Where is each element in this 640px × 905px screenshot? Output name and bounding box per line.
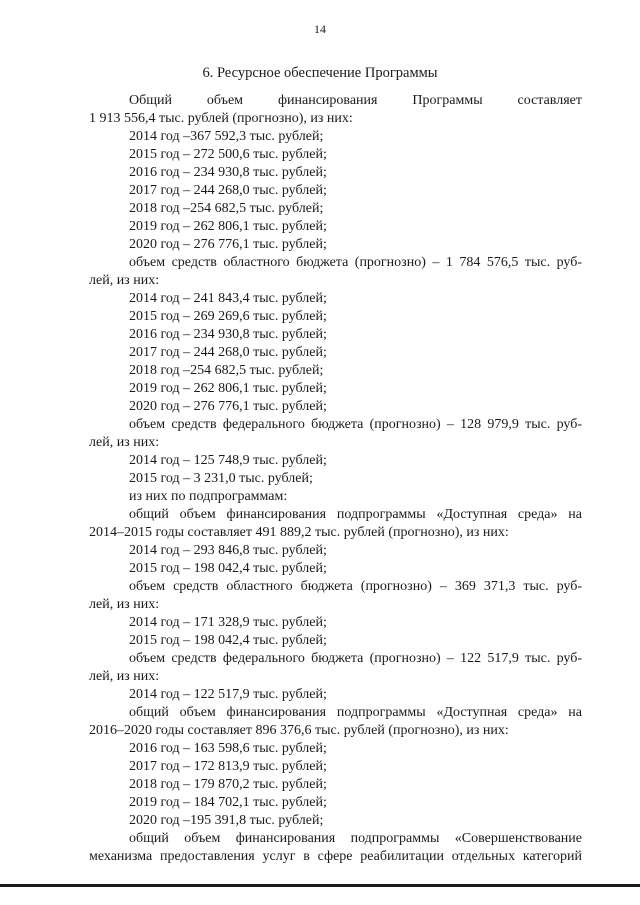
text-line: 2020 год –195 391,8 тыс. рублей; (129, 813, 324, 828)
text-line: лей, из них: (89, 669, 160, 684)
text-line: 2014 год – 293 846,8 тыс. рублей; (129, 543, 327, 558)
text-line: общий объем финансирования подпрограммы «Доступная среда» на (129, 507, 582, 522)
bottom-rule (0, 884, 640, 887)
text-line: 2015 год – 272 500,6 тыс. рублей; (129, 147, 327, 162)
text-line: 1 913 556,4 тыс. рублей (прогнозно), из них: (89, 111, 353, 126)
text-line: 2014–2015 годы составляет 491 889,2 тыс. рублей (прогнозно), из них: (89, 525, 509, 540)
text-line: 2018 год –254 682,5 тыс. рублей; (129, 201, 324, 216)
text-line: общий объем финансирования подпрограммы «Доступная среда» на (129, 705, 582, 720)
text-line: 2018 год –254 682,5 тыс. рублей; (129, 363, 324, 378)
text-line: из них по подпрограммам: (129, 489, 288, 504)
text-line: общий объем финансирования подпрограммы «Совершенствование (129, 831, 582, 846)
text-line: 2018 год – 179 870,2 тыс. рублей; (129, 777, 327, 792)
text-line: объем средств областного бюджета (прогнозно) – 369 371,3 тыс. руб- (129, 579, 582, 594)
text-line: 2017 год – 244 268,0 тыс. рублей; (129, 183, 327, 198)
text-line: 2014 год – 125 748,9 тыс. рублей; (129, 453, 327, 468)
text-line: 2019 год – 262 806,1 тыс. рублей; (129, 219, 327, 234)
text-line: механизма предоставления услуг в сфере реабилитации отдельных категорий (89, 849, 582, 864)
section-heading: 6. Ресурсное обеспечение Программы (202, 65, 438, 81)
text-line: 2019 год – 262 806,1 тыс. рублей; (129, 381, 327, 396)
text-line: 2017 год – 244 268,0 тыс. рублей; (129, 345, 327, 360)
text-line: объем средств федерального бюджета (прогнозно) – 128 979,9 тыс. руб- (129, 417, 582, 432)
text-line: 2016 год – 234 930,8 тыс. рублей; (129, 165, 327, 180)
text-line: 2015 год – 198 042,4 тыс. рублей; (129, 561, 327, 576)
text-line: 2014 год – 241 843,4 тыс. рублей; (129, 291, 327, 306)
page-number: 14 (314, 22, 326, 36)
document-body (89, 92, 582, 866)
text-line: лей, из них: (89, 435, 160, 450)
text-line: Общий объем финансирования Программы составляет (129, 93, 582, 108)
text-line: 2020 год – 276 776,1 тыс. рублей; (129, 237, 327, 252)
text-line: 2016 год – 234 930,8 тыс. рублей; (129, 327, 327, 342)
text-line: 2017 год – 172 813,9 тыс. рублей; (129, 759, 327, 774)
text-line: 2015 год – 269 269,6 тыс. рублей; (129, 309, 327, 324)
text-line: 2016–2020 годы составляет 896 376,6 тыс. рублей (прогнозно), из них: (89, 723, 509, 738)
text-line: 2014 год – 122 517,9 тыс. рублей; (129, 687, 327, 702)
text-line: объем средств областного бюджета (прогнозно) – 1 784 576,5 тыс. руб- (129, 255, 582, 270)
text-line: 2020 год – 276 776,1 тыс. рублей; (129, 399, 327, 414)
text-line: 2014 год – 171 328,9 тыс. рублей; (129, 615, 327, 630)
text-line: 2014 год –367 592,3 тыс. рублей; (129, 129, 324, 144)
text-line: лей, из них: (89, 597, 160, 612)
text-line: лей, из них: (89, 273, 160, 288)
text-line: 2015 год – 3 231,0 тыс. рублей; (129, 471, 313, 486)
text-line: 2016 год – 163 598,6 тыс. рублей; (129, 741, 327, 756)
text-line: 2019 год – 184 702,1 тыс. рублей; (129, 795, 327, 810)
text-line: объем средств федерального бюджета (прогнозно) – 122 517,9 тыс. руб- (129, 651, 582, 666)
text-line: 2015 год – 198 042,4 тыс. рублей; (129, 633, 327, 648)
